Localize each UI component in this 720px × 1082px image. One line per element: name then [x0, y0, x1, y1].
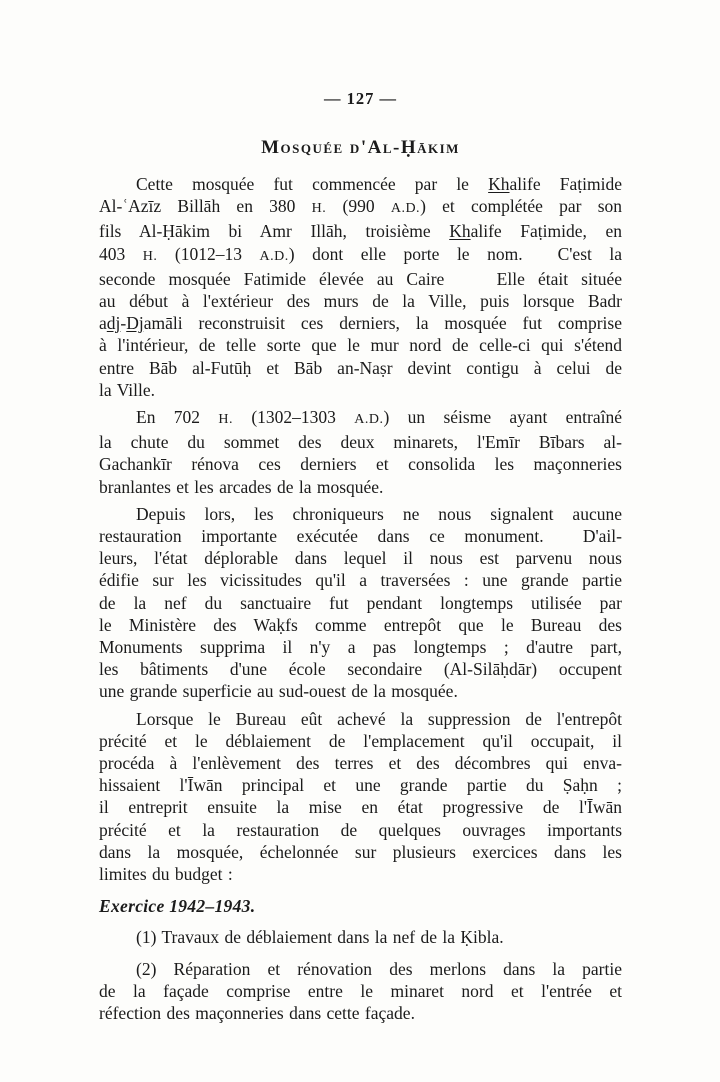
text-line: Al-ʿAzīz Billāh en 380 H. (990 A.D.) et complétée par son [99, 196, 622, 217]
text-line: réfection des maçonneries dans cette façade. [99, 1002, 415, 1023]
text-line: entre Bāb al-Futūḥ et Bāb an-Naṣr devint contigu à celui de [99, 357, 622, 378]
paragraph-earthquake [99, 406, 622, 498]
page-number: — 127 — [324, 89, 397, 108]
text-line: à l'intérieur, de telle sorte que le mur nord de celle-ci qui s'étend [99, 335, 622, 356]
text-line: édifie sur les vicissitudes qu'il a traversées : une grande partie [99, 570, 622, 591]
text-line: précité et la restauration de quelques ouvrages importants [99, 819, 622, 840]
text-line: de la façade comprise entre le minaret nord et l'entrée et [99, 980, 622, 1001]
text-line: (1) Travaux de déblaiement dans la nef de la Ḳibla. [136, 927, 504, 948]
text-line: leurs, l'état déplorable dans lequel il nous est parvenu nous [99, 548, 622, 569]
text-line: Monuments supprima il n'y a pas longtemps ; d'autre part, [99, 637, 622, 658]
text-line: fils Al-Ḥākim bi Amr Illāh, troisième Khalife Faṭimide, en [99, 221, 622, 242]
paragraph-history-founding [99, 173, 622, 401]
text-line: Lorsque le Bureau eût achevé la suppression de l'entrepôt [136, 708, 622, 729]
text-line: de la nef du sanctuaire fut pendant longtemps utilisée par [99, 592, 622, 613]
text-line: seconde mosquée Fatimide élevée au Caire Elle était située [99, 268, 622, 289]
text-line: les bâtiments d'une école secondaire (Al-Silāḥdār) occupent [99, 659, 622, 680]
text-line: précité et le déblaiement de l'emplacement qu'il occupait, il [99, 730, 622, 751]
text-line: restauration importante exécutée dans ce monument. D'ail- [99, 526, 622, 547]
text-line: au début à l'extérieur des murs de la Ville, puis lorsque Badr [99, 291, 622, 312]
page-title: Mosquée d'Al-Ḥākim [261, 137, 460, 158]
text-line: (2) Réparation et rénovation des merlons dans la partie [136, 958, 622, 979]
text-line: 403 H. (1012–13 A.D.) dont elle porte le nom. C'est la [99, 243, 623, 264]
paragraph-bureau-works [99, 708, 622, 886]
text-line: Depuis lors, les chroniqueurs ne nous signalent aucune [136, 503, 622, 524]
text-line: Gachankīr rénova ces derniers et consolida les maçonneries [99, 454, 622, 475]
text-block [99, 88, 622, 1024]
paragraph-state-of-monument [99, 503, 622, 703]
section-heading-exercice: Exercice 1942–1943. [99, 896, 256, 917]
text-line: le Ministère des Waḳfs comme entrepôt que le Bureau des [99, 614, 622, 635]
text-line: une grande superficie au sud-ouest de la mosquée. [99, 681, 458, 702]
text-line: dans la mosquée, échelonnée sur plusieurs exercices dans les [99, 841, 622, 862]
text-line: En 702 H. (1302–1303 A.D.) un séisme ayant entraîné [136, 407, 622, 428]
text-line: il entreprit ensuite la mise en état progressive de l'Īwān [99, 797, 622, 818]
text-line: adj-Djamāli reconstruisit ces derniers, la mosquée fut comprise [99, 313, 622, 334]
text-line: branlantes et les arcades de la mosquée. [99, 476, 384, 497]
text-line: limites du budget : [99, 864, 233, 885]
list-item-2 [99, 958, 622, 1025]
text-line: la Ville. [99, 379, 156, 400]
text-line: hissaient l'Īwān principal et une grande partie du Ṣaḥn ; [99, 775, 622, 796]
text-line: procéda à l'enlèvement des terres et des décombres qui enva- [99, 753, 622, 774]
text-line: Cette mosquée fut commencée par le Khalife Faṭimide [136, 174, 622, 194]
list-item-1 [99, 926, 622, 948]
text-line: la chute du sommet des deux minarets, l'Emīr Bībars al- [99, 432, 622, 453]
